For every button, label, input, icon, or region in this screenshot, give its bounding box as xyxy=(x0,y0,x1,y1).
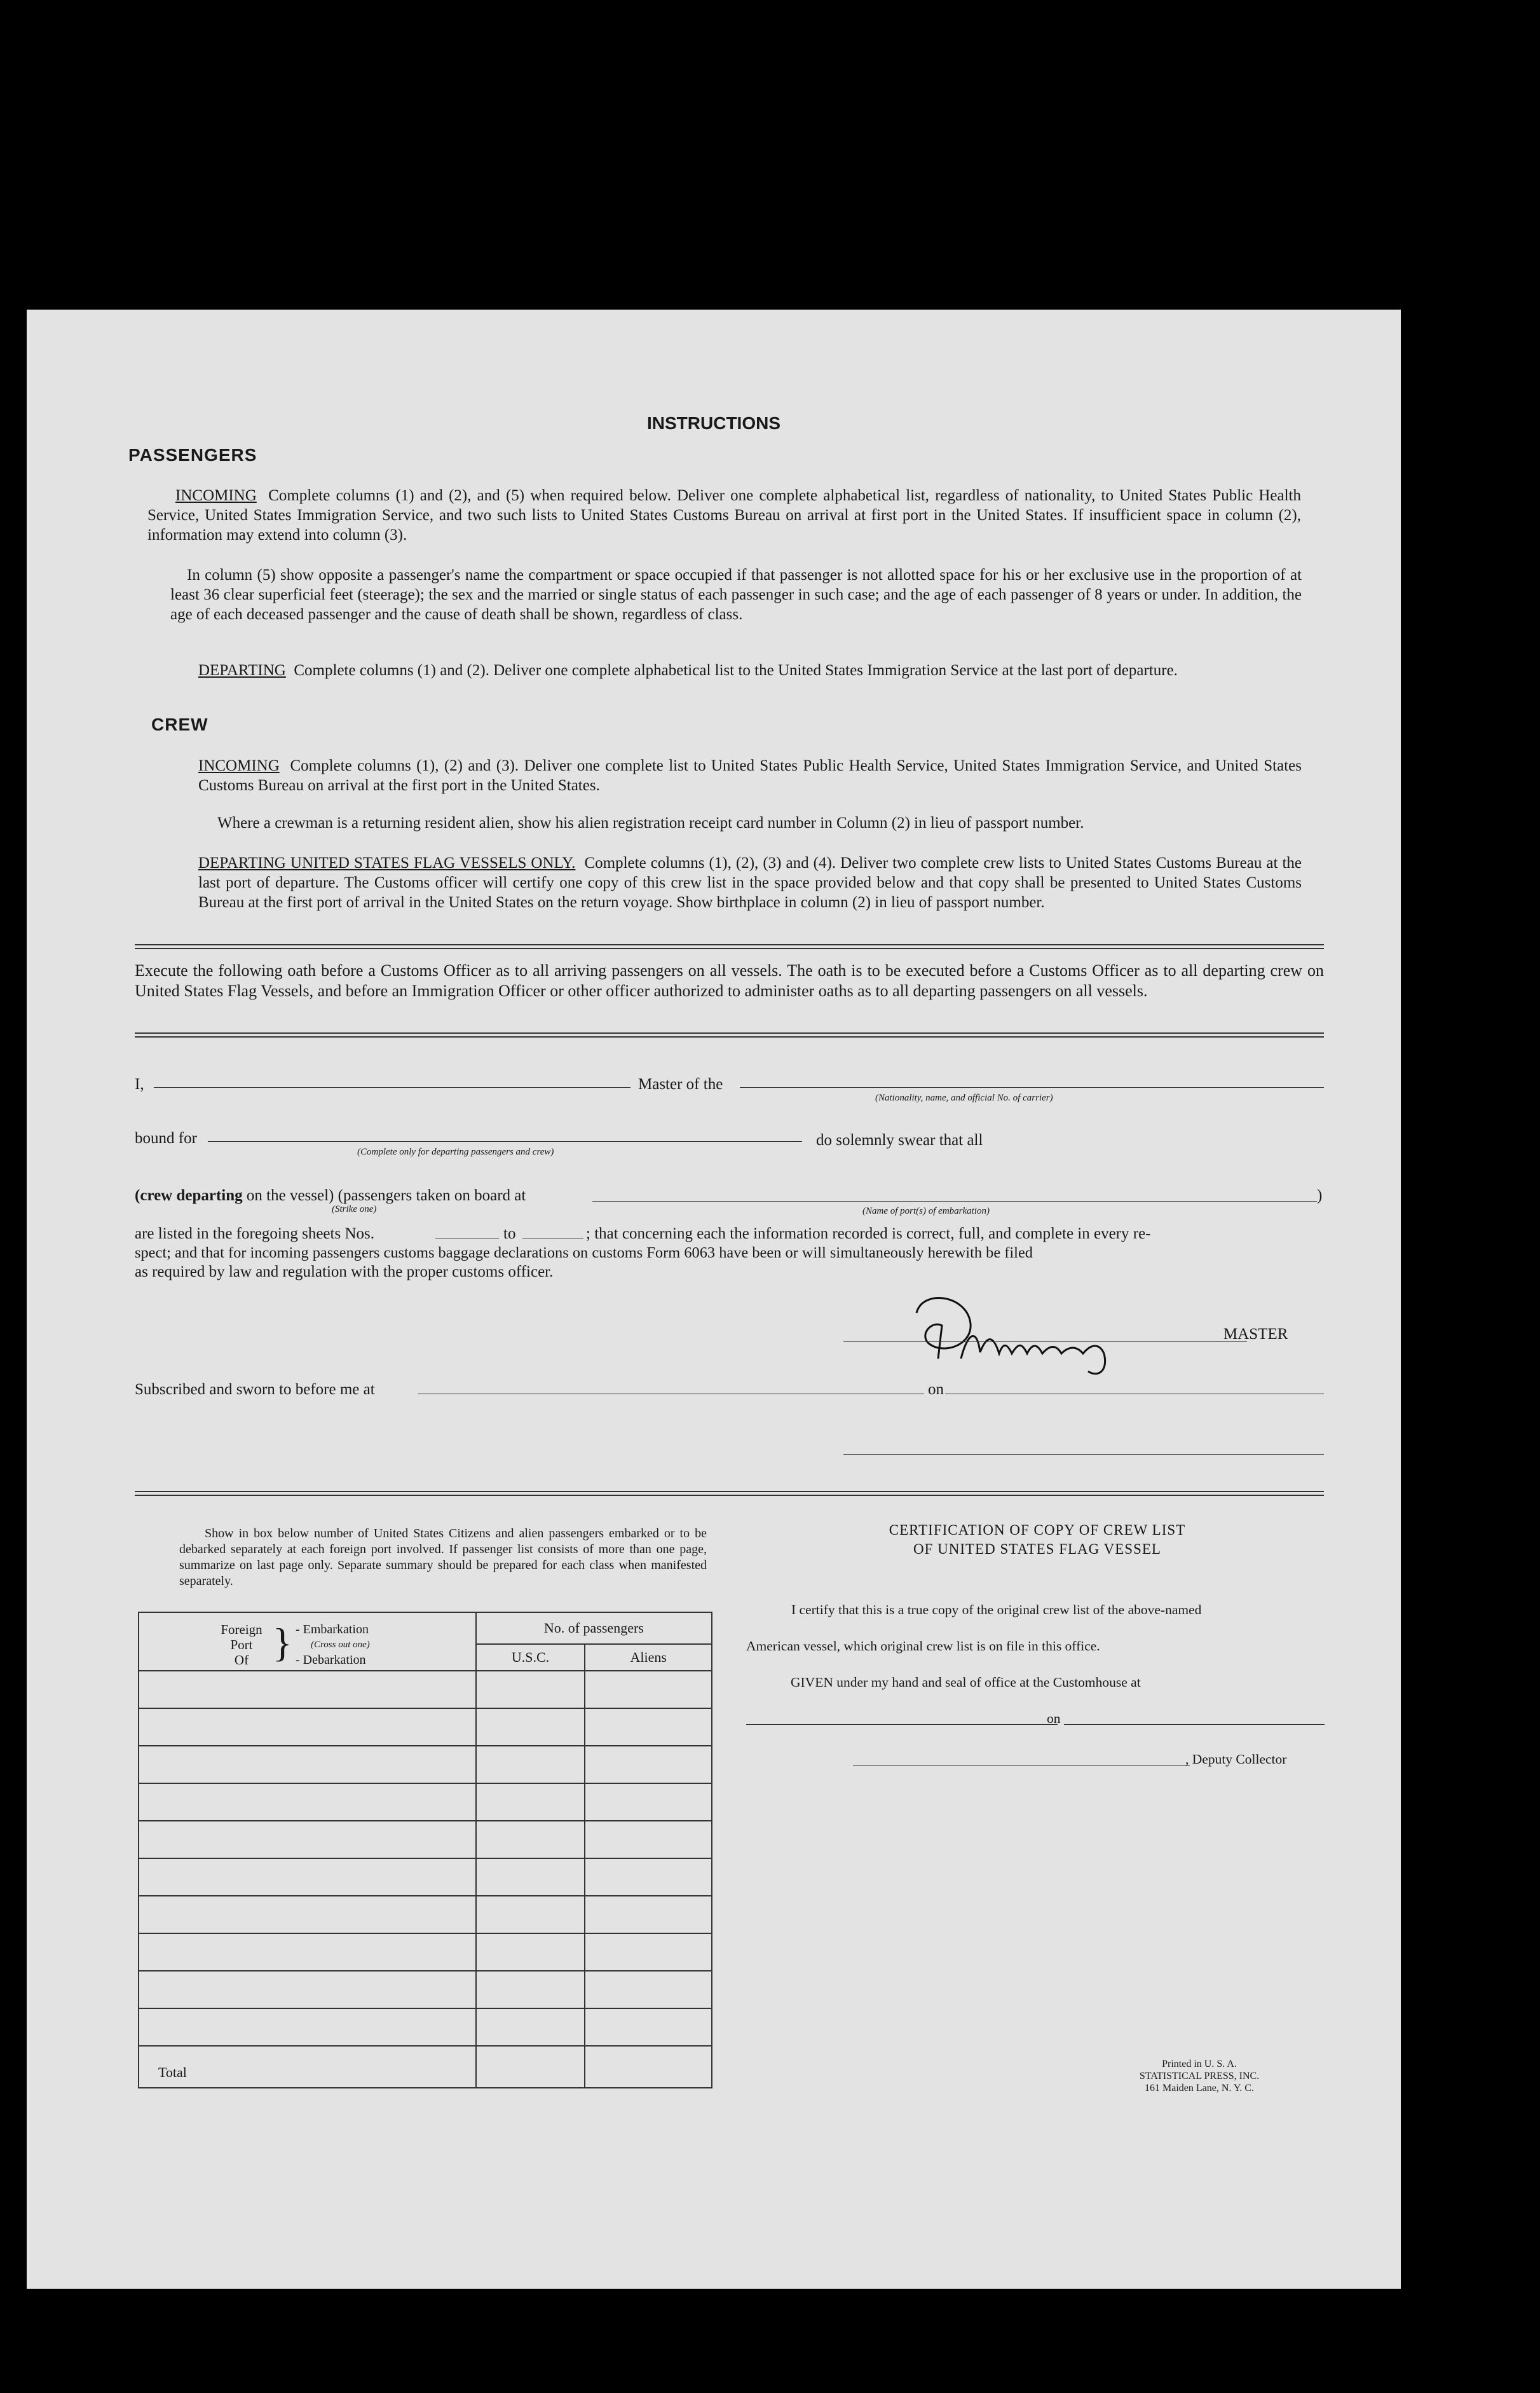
form-sheet xyxy=(27,310,1401,2289)
certification-title-line1: CERTIFICATION OF COPY OF CREW LIST xyxy=(889,1522,1186,1538)
summary-port-cell[interactable] xyxy=(139,1746,476,1783)
summary-instructions: Show in box below number of United States Citizens and alien passengers embarked or to be debarked separately at each foreign port involved. If passenger list consists of more than one page, summarize on last page only. Separate summary should be prepared for each class when manifested separately. xyxy=(179,1526,707,1588)
customhouse-field[interactable] xyxy=(746,1724,1058,1725)
summary-usc-cell[interactable] xyxy=(476,1933,585,1971)
printer-line1: Printed in U. S. A. xyxy=(1162,2059,1237,2069)
cross-out-caption: (Cross out one) xyxy=(311,1640,370,1650)
summary-port-cell[interactable] xyxy=(139,1821,476,1858)
master-name-field[interactable] xyxy=(154,1087,630,1088)
certification-on-label: on xyxy=(1047,1711,1061,1726)
embarkation-label: - Embarkation xyxy=(296,1622,369,1636)
crew-incoming-paragraph xyxy=(198,756,1302,795)
passengers-incoming-paragraph xyxy=(147,486,1301,545)
passengers-incoming-text: Complete columns (1) and (2), and (5) when required below. Deliver one complete alphabetical list, regardless of nationality, to United States Public Health Service, United States Immigration Service, and two such lists to United States Customs Bureau on arrival at first port in the United States. If insufficient space in column (2), information may extend into column (3). xyxy=(147,487,1302,544)
complete-only-caption: (Complete only for departing passengers and crew) xyxy=(357,1147,554,1157)
certification-title-line2: OF UNITED STATES FLAG VESSEL xyxy=(913,1541,1161,1557)
foreign-port-header xyxy=(139,1612,476,1671)
oath-rest-line2: spect; and that for incoming passengers customs baggage declarations on customs Form 6063 have been or will simultaneously herewith be filed xyxy=(135,1244,1033,1261)
crew-departing-paragraph xyxy=(198,853,1302,912)
oath-i-label: I, xyxy=(135,1076,144,1093)
table-row xyxy=(139,2008,712,2046)
crew-departing-text: (crew departing xyxy=(135,1187,243,1204)
crew-incoming-text: Complete columns (1), (2) and (3). Deliver one complete list to United States Public Health Service, United States Immigration Service, and United States Customs Bureau on arrival at the first port in the United States. xyxy=(198,757,1302,794)
certification-line2: American vessel, which original crew list is on file in this office. xyxy=(746,1638,1100,1654)
certification-line3: GIVEN under my hand and seal of office at the Customhouse at xyxy=(791,1675,1141,1690)
summary-port-cell[interactable] xyxy=(139,1896,476,1933)
passengers-departing-text: Complete columns (1) and (2). Deliver one complete alphabetical list to the United States Immigration Service at the last port of departure. xyxy=(294,662,1178,679)
summary-usc-cell[interactable] xyxy=(476,1671,585,1708)
crew-resident-paragraph: Where a crewman is a returning resident alien, show his alien registration receipt card number in Column (2) in lieu of passport number. xyxy=(217,814,1084,832)
bound-for-label: bound for xyxy=(135,1130,197,1147)
summary-usc-cell[interactable] xyxy=(476,1708,585,1746)
passengers-column5-paragraph: In column (5) show opposite a passenger's name the compartment or space occupied if that passenger is not allotted space for his or her exclusive use in the proportion of at least 36 clear superficial feet (steerage); the sex and the married or single status of each passenger in such case; and the age of each passenger of 8 years or under. In addition, the age of each deceased passenger and the cause of death shall be shown, regardless of class. xyxy=(170,566,1302,623)
summary-aliens-cell[interactable] xyxy=(585,2008,712,2046)
summary-usc-cell[interactable] xyxy=(476,1746,585,1783)
summary-aliens-cell[interactable] xyxy=(585,1671,712,1708)
master-of-label: Master of the xyxy=(638,1076,723,1093)
oath-intro-paragraph: Execute the following oath before a Customs Officer as to all arriving passengers on all vessels. The oath is to be executed before a Customs Officer as to all departing crew on United States Flag Vessels, and before an Immigration Officer or other officer authorized to administer oaths as to all departing passengers on all vessels. xyxy=(135,961,1324,1000)
passenger-summary-table xyxy=(138,1612,712,2088)
summary-usc-cell[interactable] xyxy=(476,2008,585,2046)
bound-for-field[interactable] xyxy=(208,1141,802,1142)
carrier-field[interactable] xyxy=(740,1087,1324,1088)
swear-label: do solemnly swear that all xyxy=(816,1132,983,1149)
foreign-label: Foreign xyxy=(221,1622,262,1637)
divider xyxy=(135,1491,1324,1496)
passengers-taken-text: (passengers taken on board at xyxy=(337,1187,526,1204)
debarkation-label: - Debarkation xyxy=(296,1653,366,1667)
table-row xyxy=(139,1933,712,1971)
summary-aliens-cell[interactable] xyxy=(585,1746,712,1783)
passengers-heading: PASSENGERS xyxy=(128,445,257,465)
table-row xyxy=(139,1783,712,1821)
to-label: to xyxy=(503,1225,516,1242)
listed-in-label: are listed in the foregoing sheets Nos. xyxy=(135,1225,374,1242)
summary-usc-cell[interactable] xyxy=(476,1858,585,1896)
summary-aliens-cell[interactable] xyxy=(585,1858,712,1896)
on-the-vessel-text: on the vessel) xyxy=(246,1187,334,1204)
total-usc-cell[interactable] xyxy=(476,2046,585,2088)
strike-one-caption: (Strike one) xyxy=(332,1204,377,1214)
crew-heading: CREW xyxy=(151,715,208,734)
table-row xyxy=(139,1896,712,1933)
subscribed-label: Subscribed and sworn to before me at xyxy=(135,1381,375,1398)
crew-departing-option xyxy=(135,1187,526,1205)
summary-aliens-cell[interactable] xyxy=(585,1821,712,1858)
crew-incoming-label: INCOMING xyxy=(198,757,280,774)
printer-line3: 161 Maiden Lane, N. Y. C. xyxy=(1145,2083,1254,2094)
summary-aliens-cell[interactable] xyxy=(585,1933,712,1971)
of-label: Of xyxy=(234,1652,249,1668)
summary-usc-cell[interactable] xyxy=(476,1821,585,1858)
crew-departing-text: Complete columns (1), (2), (3) and (4). Deliver two complete crew lists to United States Customs Bureau at the last port of departure. The Customs officer will certify one copy of this crew list in the space provided below and that copy shall be presented to United States Customs Bureau at the first port of arrival in the United States on the return voyage. Show birthplace in column (2) in lieu of passport number. xyxy=(198,854,1302,911)
master-signature xyxy=(897,1282,1164,1378)
summary-aliens-cell[interactable] xyxy=(585,1896,712,1933)
table-row xyxy=(139,1971,712,2008)
table-row xyxy=(139,1821,712,1858)
table-row xyxy=(139,1858,712,1896)
officer-signature-field[interactable] xyxy=(843,1454,1324,1455)
summary-usc-cell[interactable] xyxy=(476,1971,585,2008)
summary-aliens-cell[interactable] xyxy=(585,1708,712,1746)
embarkation-port-field[interactable] xyxy=(592,1201,1317,1202)
page-title: INSTRUCTIONS xyxy=(647,413,780,433)
nationality-caption: (Nationality, name, and official No. of carrier) xyxy=(875,1093,1053,1103)
subscribed-on-label: on xyxy=(928,1381,944,1398)
summary-port-cell[interactable] xyxy=(139,1783,476,1821)
brace: } xyxy=(273,1620,292,1665)
printer-line2: STATISTICAL PRESS, INC. xyxy=(1139,2071,1260,2081)
certification-date-field[interactable] xyxy=(1064,1724,1325,1725)
passengers-departing-paragraph xyxy=(198,661,1302,680)
summary-port-cell[interactable] xyxy=(139,1971,476,2008)
summary-port-cell[interactable] xyxy=(139,1671,476,1708)
total-aliens-cell[interactable] xyxy=(585,2046,712,2088)
oath-rest-line1: ; that concerning each the information recorded is correct, full, and complete in every re- xyxy=(586,1225,1151,1242)
table-row xyxy=(139,1708,712,1746)
table-row xyxy=(139,1671,712,1708)
summary-usc-cell[interactable] xyxy=(476,1896,585,1933)
summary-aliens-cell[interactable] xyxy=(585,1971,712,2008)
summary-aliens-cell[interactable] xyxy=(585,1783,712,1821)
master-signature-line[interactable] xyxy=(843,1341,1247,1342)
oath-rest-line3: as required by law and regulation with the proper customs officer. xyxy=(135,1263,554,1280)
summary-port-cell[interactable] xyxy=(139,1933,476,1971)
divider xyxy=(135,1032,1324,1038)
summary-port-cell[interactable] xyxy=(139,2008,476,2046)
usc-header: U.S.C. xyxy=(476,1644,585,1671)
divider xyxy=(135,944,1324,949)
port-label: Port xyxy=(230,1637,253,1652)
total-label: Total xyxy=(139,2046,476,2088)
aliens-header: Aliens xyxy=(585,1644,712,1671)
close-paren: ) xyxy=(1317,1187,1323,1204)
certification-line1: I certify that this is a true copy of the original crew list of the above-named xyxy=(791,1602,1202,1617)
master-label: MASTER xyxy=(1223,1326,1288,1343)
summary-port-cell[interactable] xyxy=(139,1708,476,1746)
table-row xyxy=(139,1746,712,1783)
printer-imprint xyxy=(1107,2058,1291,2094)
crew-departing-label: DEPARTING UNITED STATES FLAG VESSELS ONLY. xyxy=(198,854,576,872)
deputy-collector-label: , Deputy Collector xyxy=(1185,1752,1287,1767)
no-of-passengers-header: No. of passengers xyxy=(476,1612,712,1644)
passengers-departing-label: DEPARTING xyxy=(198,662,286,679)
summary-port-cell[interactable] xyxy=(139,1858,476,1896)
passengers-incoming-label: INCOMING xyxy=(175,487,257,504)
summary-usc-cell[interactable] xyxy=(476,1783,585,1821)
certification-title xyxy=(783,1521,1291,1559)
port-caption: (Name of port(s) of embarkation) xyxy=(862,1206,990,1216)
